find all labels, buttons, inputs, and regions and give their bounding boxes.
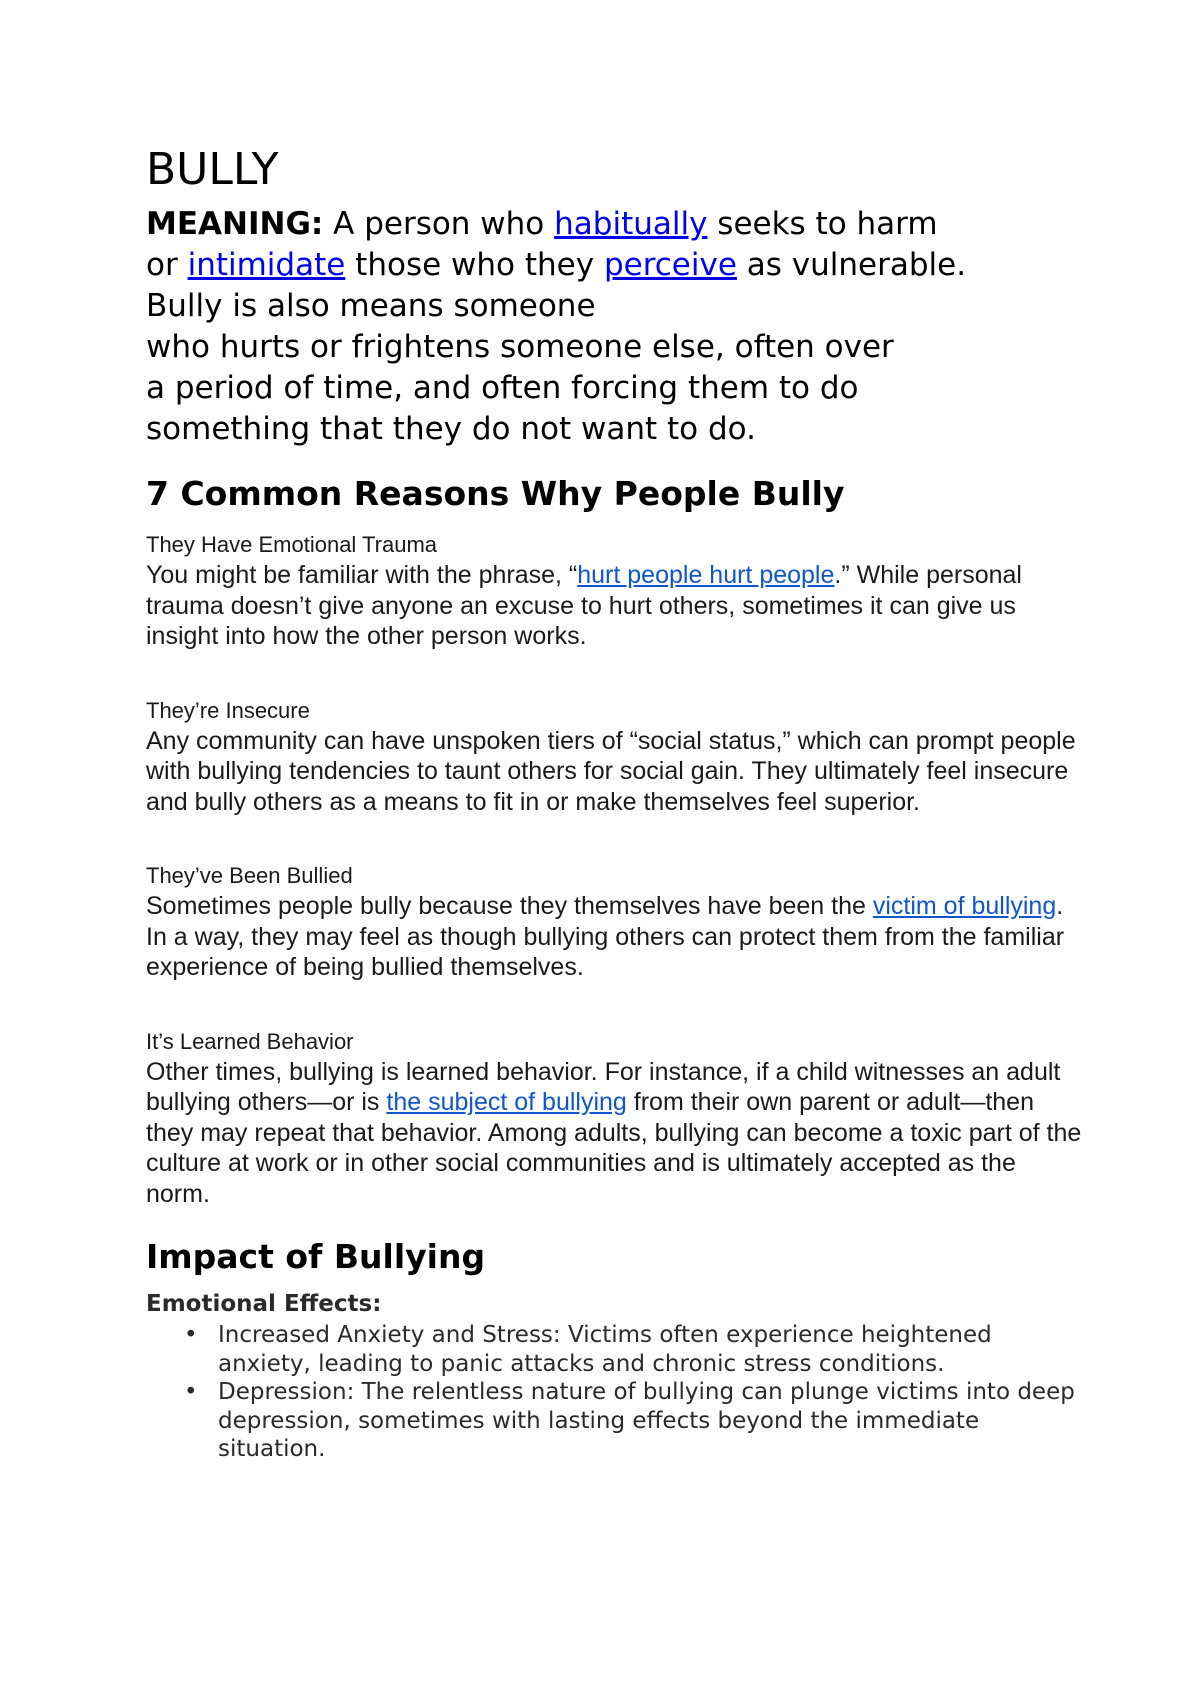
reason-text: Other times, bullying is learned behavior. For instance, if a child witnesses an adult bullying others—or is xyxy=(146,1057,1061,1116)
reason-body xyxy=(146,1057,1086,1210)
bullet-icon: • xyxy=(184,1379,198,1405)
bullet-icon: • xyxy=(184,1322,198,1348)
meaning-paragraph xyxy=(146,204,1086,450)
hurt-people-link[interactable]: hurt people hurt people xyxy=(577,561,835,589)
subject-of-bullying-link[interactable]: the subject of bullying xyxy=(386,1088,627,1116)
meaning-text-4: as vulnerable. Bully is also means someone who hurts or frightens someone else, often over a period of time, and often forcing them to do something that they do not want to do. xyxy=(146,247,967,447)
habitually-link[interactable]: habitually xyxy=(554,206,708,242)
perceive-link[interactable]: perceive xyxy=(603,247,737,283)
reason-heading: They’ve Been Bullied xyxy=(146,863,353,888)
reason-section-learned xyxy=(146,1027,1086,1210)
meaning-text-2: seeks to harm or xyxy=(146,206,938,283)
reason-text: Any community can have unspoken tiers of “social status,” which can prompt people with bullying tendencies to taunt others for social gain. They ultimately feel insecure and bully others as a means to fit in or make themselves feel superior. xyxy=(146,726,1076,816)
reasons-heading: 7 Common Reasons Why People Bully xyxy=(146,474,845,513)
document-title: BULLY xyxy=(146,144,279,195)
reason-section-insecure xyxy=(146,696,1086,818)
list-item-text: Depression: The relentless nature of bullying can plunge victims into deep depression, sometimes with lasting effects beyond the immediate situation. xyxy=(218,1379,1075,1462)
reason-text: from their own parent or adult—then they may repeat that behavior. Among adults, bullying can become a toxic part of the culture at work or in other social communities and is ultimately accepted as the norm. xyxy=(146,1088,1082,1208)
reason-section-trauma xyxy=(146,530,1086,652)
victim-of-bullying-link[interactable]: victim of bullying xyxy=(872,892,1057,920)
document-content xyxy=(146,142,1086,1464)
reason-section-bullied xyxy=(146,861,1086,983)
reason-body xyxy=(146,726,1086,818)
emotional-effects-label: Emotional Effects: xyxy=(146,1291,382,1317)
list-item xyxy=(184,1321,1086,1378)
reason-body xyxy=(146,891,1086,983)
reason-text: . In a way, they may feel as though bullying others can protect them from the familiar experience of being bullied themselves. xyxy=(146,892,1065,981)
reason-text: Sometimes people bully because they themselves have been the xyxy=(146,892,873,920)
list-item xyxy=(184,1378,1086,1464)
meaning-text-3: those who they xyxy=(345,247,604,283)
reason-heading: It’s Learned Behavior xyxy=(146,1028,354,1054)
reason-text: .” While personal trauma doesn’t give anyone an excuse to hurt others, sometimes it can give us insight into how the other person works. xyxy=(146,561,1022,650)
list-item-text: Increased Anxiety and Stress: Victims often experience heightened anxiety, leading to panic attacks and chronic stress conditions. xyxy=(218,1322,992,1377)
reason-body xyxy=(146,560,1086,652)
meaning-text-1: A person who xyxy=(323,206,555,242)
intimidate-link[interactable]: intimidate xyxy=(187,247,346,283)
reason-heading: They’re Insecure xyxy=(146,697,310,723)
impact-heading: Impact of Bullying xyxy=(146,1237,486,1276)
meaning-label: MEANING: xyxy=(146,206,324,242)
reason-text: You might be familiar with the phrase, “ xyxy=(146,561,578,589)
emotional-effects-list xyxy=(146,1321,1086,1464)
reason-heading: They Have Emotional Trauma xyxy=(146,532,438,557)
